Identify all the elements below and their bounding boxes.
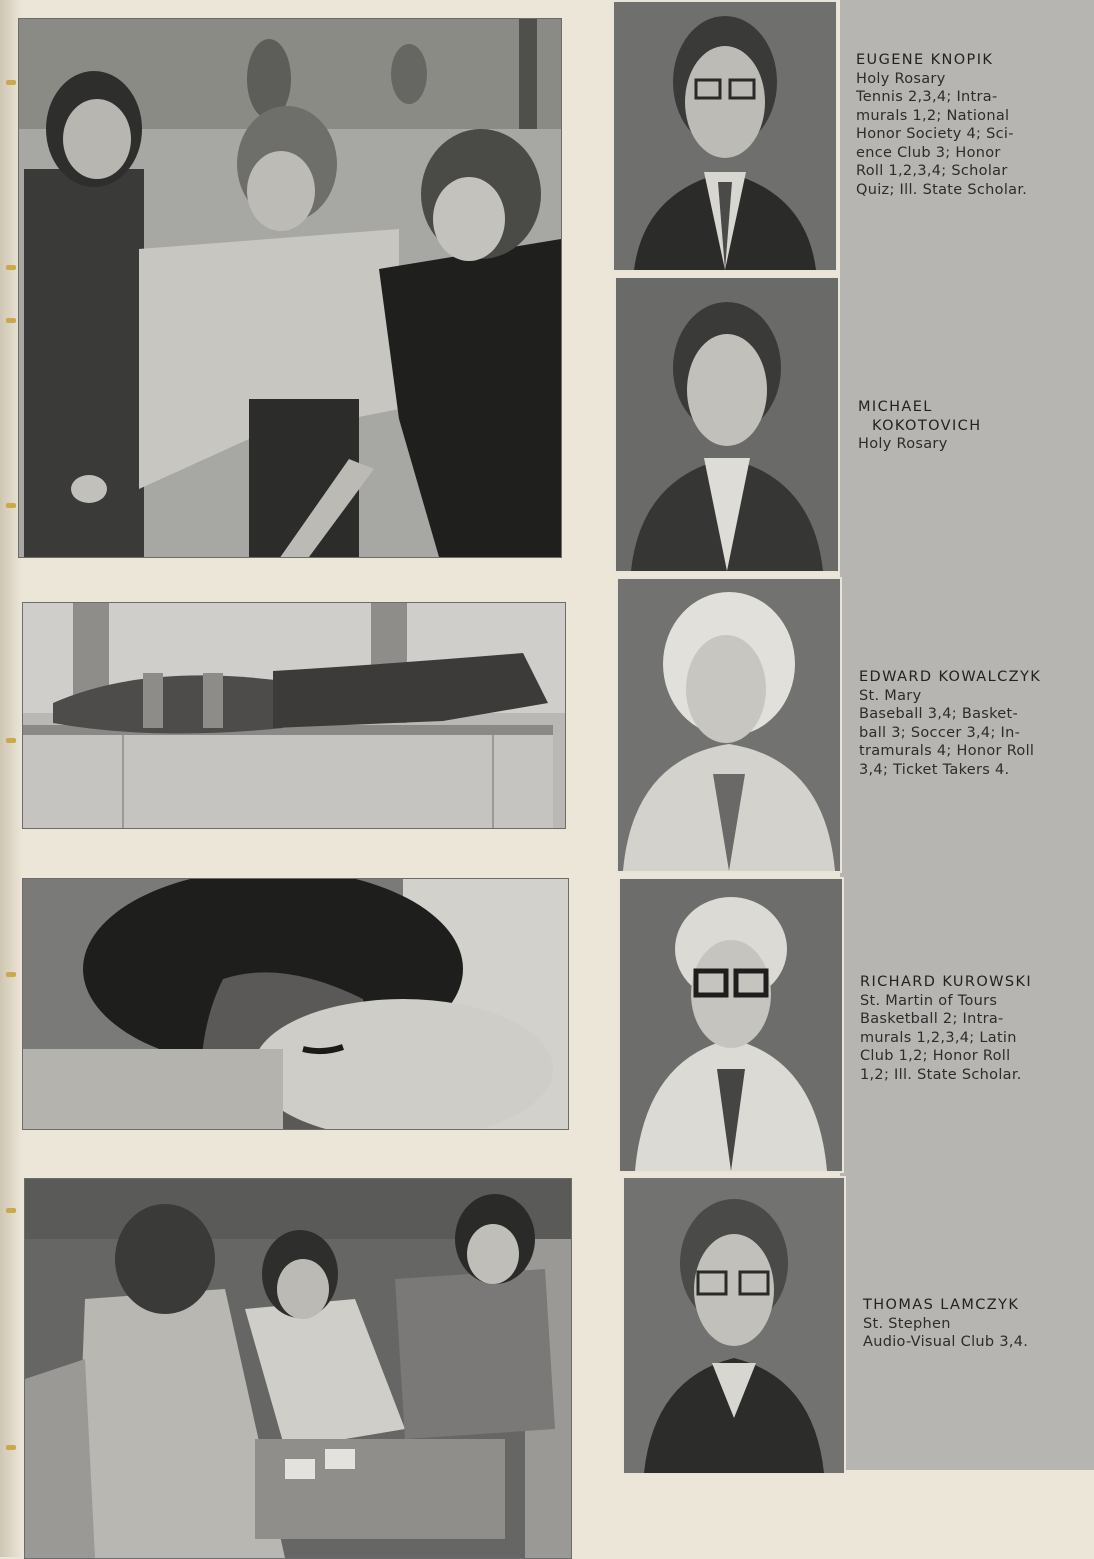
caption-michael-kokotovich bbox=[858, 398, 1088, 454]
binding-staple bbox=[6, 1445, 16, 1450]
candid-photo-student-sleeping bbox=[22, 878, 569, 1130]
caption-edward-kowalczyk bbox=[859, 668, 1089, 779]
senior-activities-line: Quiz; Ill. State Scholar. bbox=[856, 181, 1028, 198]
senior-activities-line: ball 3; Soccer 3,4; In- bbox=[859, 724, 1021, 741]
candid-photo-card-game bbox=[24, 1178, 572, 1559]
portrait-richard-kurowski bbox=[618, 877, 844, 1173]
portrait-michael-kokotovich bbox=[614, 276, 840, 573]
senior-activities-line: 1,2; Ill. State Scholar. bbox=[860, 1066, 1022, 1083]
senior-activities-line: Honor Society 4; Sci- bbox=[856, 126, 1014, 142]
binding-staple bbox=[6, 265, 16, 270]
senior-school: St. Martin of Tours bbox=[860, 992, 998, 1009]
binding-staple bbox=[6, 80, 16, 85]
senior-activities-line: Roll 1,2,3,4; Scholar bbox=[856, 163, 1008, 179]
senior-school: Holy Rosary bbox=[856, 70, 946, 87]
senior-name: RICHARD KUROWSKI bbox=[860, 974, 1033, 990]
senior-school: St. Stephen bbox=[863, 1315, 951, 1332]
senior-activities-line: murals 1,2; National bbox=[856, 107, 1010, 124]
senior-activities-line: Basketball 2; Intra- bbox=[860, 1011, 1004, 1027]
caption-eugene-knopik bbox=[856, 51, 1086, 199]
binding-staple bbox=[6, 318, 16, 323]
binding-staple bbox=[6, 738, 16, 743]
senior-activities-line: murals 1,2,3,4; Latin bbox=[860, 1029, 1017, 1046]
senior-activities-line: ence Club 3; Honor bbox=[856, 144, 1001, 161]
portrait-edward-kowalczyk bbox=[616, 577, 842, 873]
portrait-thomas-lamczyk bbox=[622, 1176, 846, 1475]
caption-thomas-lamczyk bbox=[863, 1296, 1093, 1352]
senior-school: Holy Rosary bbox=[858, 436, 948, 452]
senior-name: MICHAEL bbox=[858, 399, 933, 415]
senior-name: EUGENE KNOPIK bbox=[856, 52, 994, 68]
senior-school: St. Mary bbox=[859, 687, 922, 704]
senior-name-line2: KOKOTOVICH bbox=[872, 417, 982, 434]
senior-name: THOMAS LAMCZYK bbox=[863, 1297, 1020, 1313]
senior-activities-line: Baseball 3,4; Basket- bbox=[859, 706, 1019, 722]
caption-richard-kurowski bbox=[860, 973, 1090, 1084]
senior-activities-line: tramurals 4; Honor Roll bbox=[859, 743, 1035, 759]
senior-name: EDWARD KOWALCZYK bbox=[859, 669, 1042, 685]
senior-activities-line: Audio-Visual Club 3,4. bbox=[863, 1334, 1029, 1350]
candid-photo-outdoor-group bbox=[18, 18, 562, 558]
senior-activities-line: Tennis 2,3,4; Intra- bbox=[856, 89, 998, 105]
senior-activities-line: Club 1,2; Honor Roll bbox=[860, 1048, 1011, 1064]
senior-activities-line: 3,4; Ticket Takers 4. bbox=[859, 761, 1010, 778]
candid-photo-student-resting bbox=[22, 602, 566, 829]
binding-staple bbox=[6, 972, 16, 977]
binding-staple bbox=[6, 1208, 16, 1213]
portrait-eugene-knopik bbox=[612, 0, 838, 272]
binding-staple bbox=[6, 503, 16, 508]
